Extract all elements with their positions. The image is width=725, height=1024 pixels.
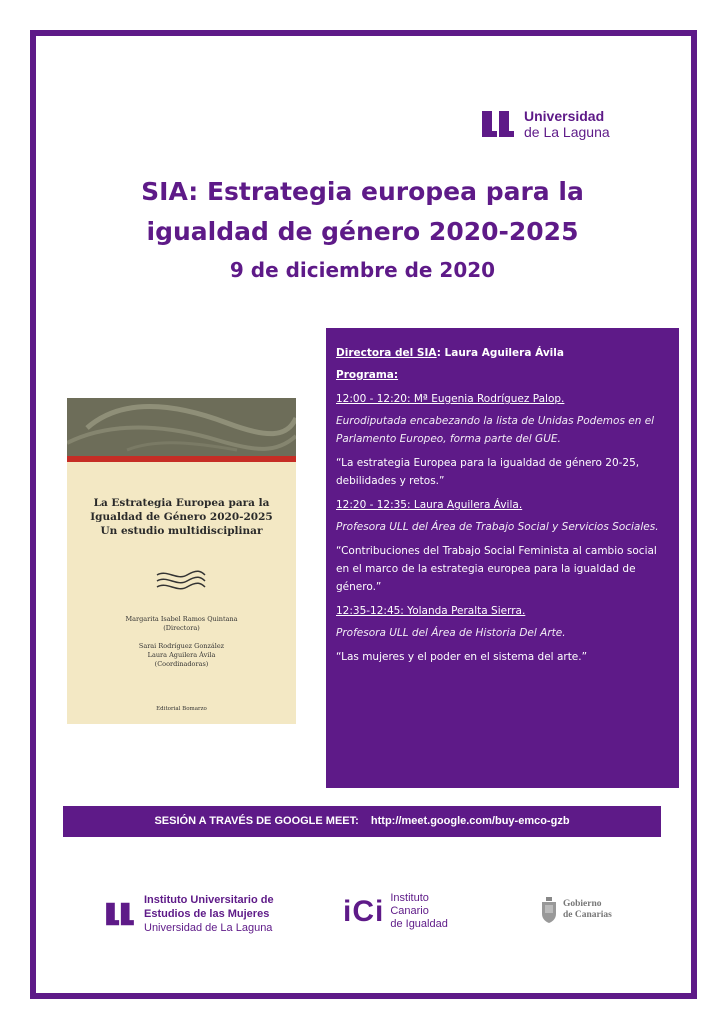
book-author2: Sarai Rodríguez González: [138, 642, 225, 650]
sponsor-logos: [0, 890, 725, 940]
book-title-line2: Igualdad de Género 2020-2025: [90, 511, 273, 523]
page-title: [0, 172, 725, 252]
cover-swirl-icon: [67, 398, 296, 456]
title-line2: igualdad de género 2020-2025: [146, 217, 579, 246]
session-slot: 12:20 - 12:35: Laura Aguilera Ávila.: [336, 499, 523, 511]
title-line1: SIA: Estrategia europea para la: [141, 177, 584, 206]
book-cover-top-band: [67, 398, 296, 456]
ici-line1: Instituto: [390, 892, 429, 904]
program-label: Programa:: [336, 369, 399, 381]
session-description: Profesora ULL del Área de Trabajo Social y Servicios Sociales.: [336, 521, 659, 533]
director-label: Directora del SIA: [336, 347, 437, 359]
ici-line3: de Igualdad: [390, 918, 448, 930]
ll-logo-icon: [104, 901, 136, 927]
ici-line2: Canario: [390, 905, 429, 917]
ici-name: [390, 892, 448, 931]
session-slot: 12:00 - 12:20: Mª Eugenia Rodríguez Palop.: [336, 393, 565, 405]
program-panel: [326, 328, 679, 788]
university-logo: [480, 108, 610, 140]
iuem-line3: Universidad de La Laguna: [144, 922, 273, 934]
session-description: Eurodiputada encabezando la lista de Unidas Podemos en el Parlamento Europeo, forma parte del GUE.: [336, 415, 655, 445]
director-line: [336, 344, 667, 362]
event-date: 9 de diciembre de 2020: [229, 258, 496, 282]
gobierno-line2: de Canarias: [563, 910, 612, 920]
university-name-line1: Universidad: [524, 108, 605, 124]
session-talk-title: “Contribuciones del Trabajo Social Feminista al cambio social en el marco de la estrategia europea para la igualdad de género.”: [336, 545, 657, 593]
meet-link[interactable]: http://meet.google.com/buy-emco-gzb: [370, 815, 570, 827]
session-talk-title: “Las mujeres y el poder en el sistema del arte.”: [336, 651, 588, 663]
meet-label: SESIÓN A TRAVÉS DE GOOGLE MEET:: [154, 815, 359, 827]
gobierno-name: [563, 899, 612, 921]
session-description: Profesora ULL del Área de Historia Del Arte.: [336, 627, 566, 639]
book-authors-role: (Coordinadoras): [154, 660, 209, 668]
google-meet-banner: [63, 806, 661, 837]
session-slot: 12:35-12:45: Yolanda Peralta Sierra.: [336, 605, 526, 617]
iuem-line2: Estudios de las Mujeres: [144, 908, 270, 920]
book-authors: [75, 615, 288, 669]
book-title-line1: La Estrategia Europea para la: [93, 497, 270, 509]
book-author3: Laura Aguilera Ávila: [147, 651, 216, 659]
book-publisher: Editorial Bomarzo: [156, 706, 207, 712]
gobierno-canarias-logo: [540, 896, 612, 924]
session-talk-title: “La estrategia Europea para la igualdad de género 20-25, debilidades y retos.”: [336, 457, 640, 487]
university-name-line2: de La Laguna: [524, 124, 610, 140]
book-cover-red-stripe: [67, 456, 296, 462]
book-title: [75, 496, 288, 538]
coat-of-arms-icon: [540, 896, 558, 924]
iuem-line1: Instituto Universitario de: [144, 894, 274, 906]
book-cover: [67, 398, 296, 724]
iuem-logo: [104, 893, 274, 935]
gobierno-line1: Gobierno: [563, 899, 602, 909]
waves-icon: [153, 568, 209, 592]
iuem-name: [144, 893, 274, 935]
program-heading: [336, 366, 667, 384]
book-subtitle: Un estudio multidisciplinar: [100, 525, 263, 537]
book-author1-role: (Directora): [163, 624, 200, 632]
ll-logo-icon: [480, 109, 516, 139]
director-name: : Laura Aguilera Ávila: [436, 347, 564, 359]
university-name: [524, 108, 610, 140]
ici-logo: [343, 892, 448, 931]
book-author1: Margarita Isabel Ramos Quintana: [125, 615, 238, 623]
ici-mark-icon: iCi: [343, 894, 385, 928]
